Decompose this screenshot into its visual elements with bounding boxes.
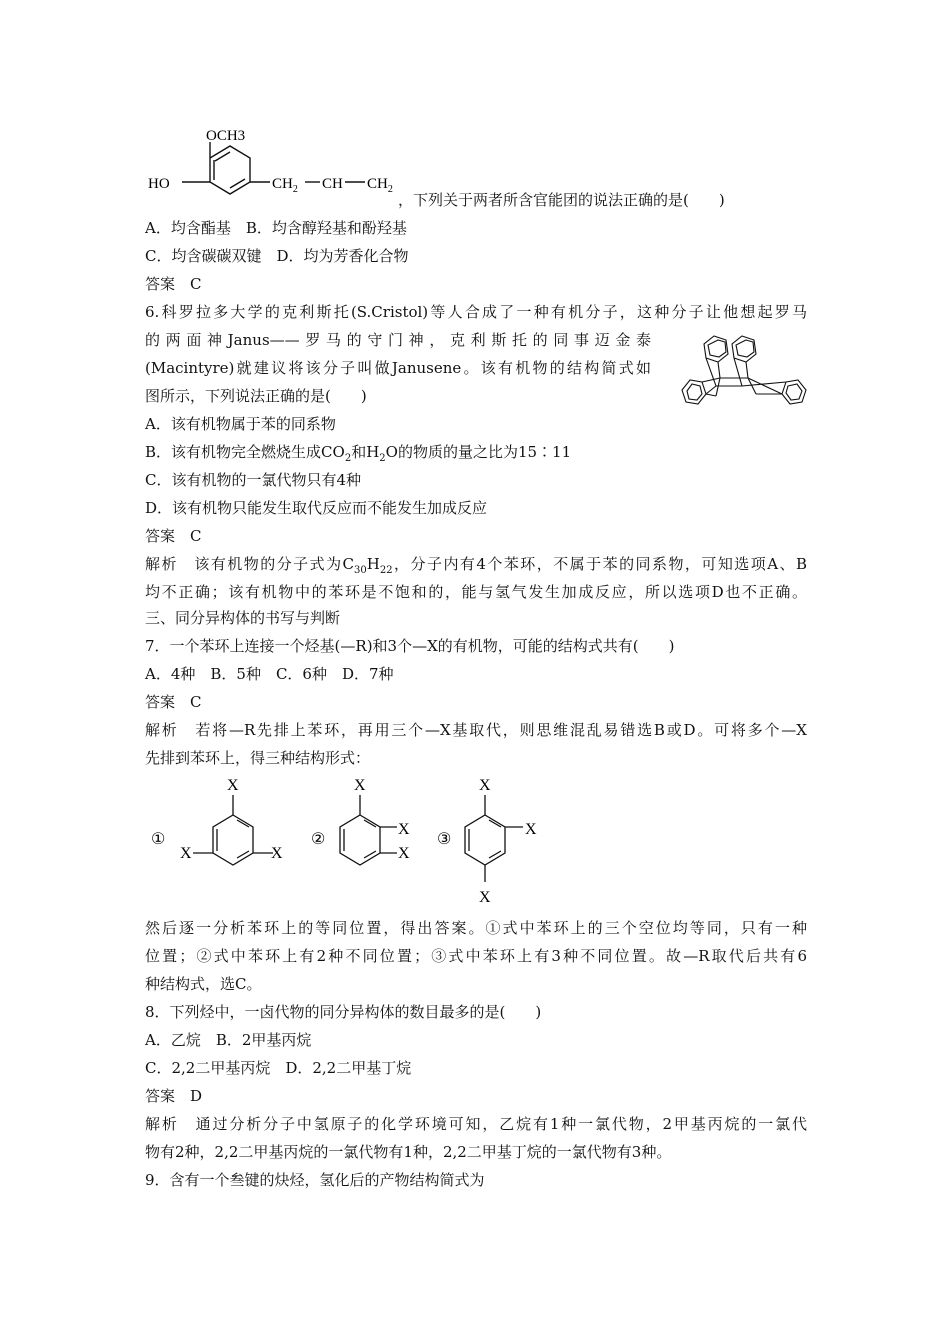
ho-label: HO (148, 176, 170, 192)
q6-analysis-line1: 解析 该有机物的分子式为$C_{30}H_{22}$，分子内有4个苯环，不属于苯的同系物，可知选项A、B (145, 555, 808, 576)
isomer-mark-2: ② (311, 831, 326, 848)
q8-option-cd: C．2,2二甲基丙烷 D．2,2二甲基丁烷 (145, 1059, 412, 1077)
q5-question-tail: ，下列关于两者所含官能团的说法正确的是( ) (398, 191, 725, 209)
isomer3-x-bottom: X (479, 889, 491, 906)
isomer3-x-top: X (479, 777, 491, 794)
q7-answer: 答案 C (145, 693, 202, 711)
q6-stem-line4: 图所示，下列说法正确的是( ) (145, 387, 367, 405)
q7-isomer-figure (145, 770, 565, 910)
q8-option-ab: A．乙烷 B．2甲基丙烷 (145, 1031, 312, 1049)
q6-answer: 答案 C (145, 527, 202, 545)
q6-analysis-line2: 均不正确；该有机物中的苯环是不饱和的，能与氢气发生加成反应，所以选项D也不正确。 (145, 583, 807, 601)
isomer1-x-top: X (227, 777, 239, 794)
isomer-mark-3: ③ (437, 831, 452, 848)
isomer3-x-right: X (525, 821, 537, 838)
q7-question: 7．一个苯环上连接一个烃基(—R)和3个—X的有机物，可能的结构式共有( ) (145, 637, 675, 655)
q6-option-c: C．该有机物的一氯代物只有4种 (145, 471, 362, 489)
isomer2-x-lower-right: X (398, 845, 410, 862)
q7-options: A．4种 B．5种 C．6种 D．7种 (145, 665, 394, 683)
isomer2-x-top: X (354, 777, 366, 794)
isomer1-x-right: X (271, 845, 283, 862)
q7-analysis-line2: 先排到苯环上，得三种结构形式： (145, 749, 371, 767)
q7-analysis-line1: 解析 若将—R先排上苯环，再用三个—X基取代，则思维混乱易错选B或D。可将多个—X (145, 721, 807, 739)
q7-after-line3: 种结构式，选C。 (145, 975, 262, 993)
q6-option-a: A．该有机物属于苯的同系物 (145, 415, 336, 433)
q8-question: 8．下列烃中，一卤代物的同分异构体的数目最多的是( ) (145, 1003, 542, 1021)
q6-stem-line2: 的两面神Janus——罗马的守门神，克利斯托的同事迈金泰 (145, 331, 651, 349)
q5-structure-figure (140, 122, 410, 202)
isomer1-x-left: X (180, 845, 192, 862)
q6-stem-line1: 6.科罗拉多大学的克利斯托(S.Cristol)等人合成了一种有机分子，这种分子让他想起罗马 (145, 303, 807, 321)
q7-after-line1: 然后逐一分析苯环上的等同位置，得出答案。①式中苯环上的三个空位均等同，只有一种 (145, 919, 807, 937)
q8-answer: 答案 D (145, 1087, 203, 1105)
q5-answer: 答案 C (145, 275, 202, 293)
section3-heading: 三、同分异构体的书写与判断 (145, 609, 341, 627)
och3-label: OCH3 (206, 128, 246, 144)
q8-analysis-line2: 物有2种，2,2二甲基丙烷的一氯代物有1种，2,2二甲基丁烷的一氯代物有3种。 (145, 1143, 672, 1161)
ch-label: CH (322, 176, 343, 192)
q9-question: 9．含有一个叁键的炔烃，氢化后的产物结构简式为 (145, 1171, 485, 1189)
ch2-label-1: $CH_2$ (272, 176, 298, 195)
q7-after-line2: 位置；②式中苯环上有2种不同位置；③式中苯环上有3种不同位置。故—R取代后共有6 (145, 947, 807, 965)
ch2-label-2: $CH_2$ (367, 176, 393, 195)
q6-option-d: D．该有机物只能发生取代反应而不能发生加成反应 (145, 499, 488, 517)
q8-analysis-line1: 解析 通过分析分子中氢原子的化学环境可知，乙烷有1种一氯代物，2甲基丙烷的一氯代 (145, 1115, 807, 1133)
q5-option-ab: A．均含酯基 B．均含醇羟基和酚羟基 (145, 219, 407, 237)
isomer2-x-upper-right: X (398, 821, 410, 838)
janusene-structure-figure (676, 330, 816, 412)
q5-option-cd: C．均含碳碳双键 D．均为芳香化合物 (145, 247, 409, 265)
isomer-mark-1: ① (151, 831, 166, 848)
q6-option-b: B．该有机物完全燃烧生成$CO_2$和$H_2O$的物质的量之比为15∶11 (145, 443, 572, 464)
q6-stem-line3: (Macintyre)就建议将该分子叫做Janusene。该有机物的结构简式如 (145, 359, 651, 377)
